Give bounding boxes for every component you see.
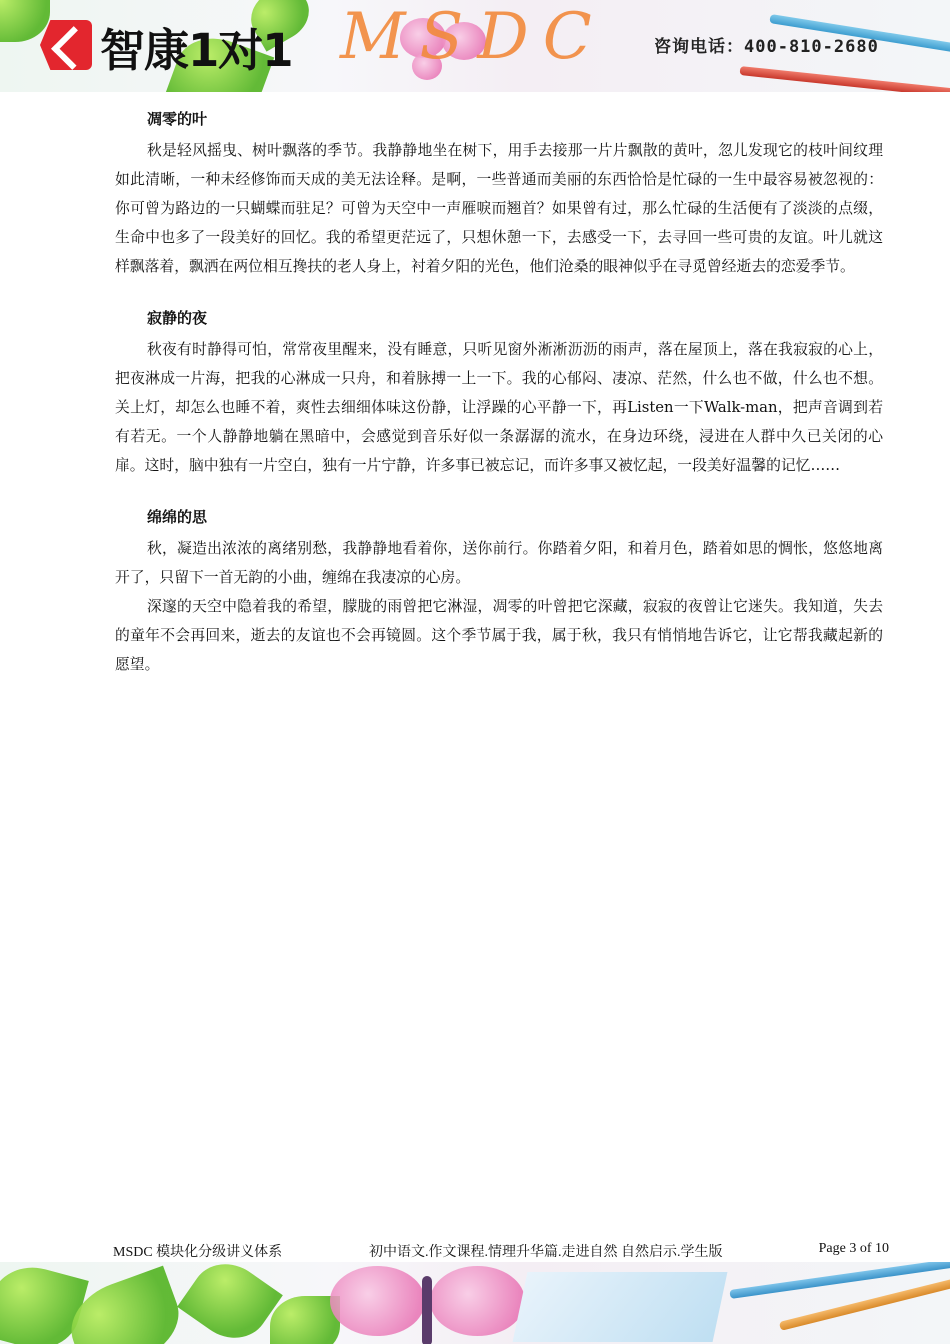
header-banner xyxy=(0,0,950,92)
hotline-text: 咨询电话：400-810-2680 xyxy=(654,37,879,57)
page-number: Page 3 of 10 xyxy=(818,1241,889,1256)
book-decoration xyxy=(513,1272,728,1342)
leaf-decoration xyxy=(0,0,50,42)
section-title: 绵绵的思 xyxy=(147,508,208,526)
paragraph: 秋，凝造出浓浓的离绪别愁，我静静地看着你，送你前行。你踏着夕阳，和着月色，踏着如思的惆怅，悠悠地离开了，只留下一首无韵的小曲，缠绵在我凄凉的心房。 xyxy=(115,540,883,586)
footer-banner xyxy=(0,1262,950,1344)
section-withered-leaf xyxy=(115,108,883,281)
msdc-watermark: MSDC xyxy=(340,0,606,74)
paragraph: 秋是轻风摇曳、树叶飘落的季节。我静静地坐在树下，用手去接那一片片飘散的黄叶，忽儿发现它的枝叶间纹理如此清晰，一种未经修饰而天成的美无法诠释。是啊，一些普通而美丽的东西恰恰是忙碌的一生中最容易被忽视的：你可曾为路边的一只蝴蝶而驻足？可曾为天空中一声雁唳而翘首？如果曾有过，那么忙碌的生活便有了淡淡的点缀，生命中也多了一段美好的回忆。我的希望更茫远了，只想休憩一下，去感受一下，去寻回一些可贵的友谊。叶儿就这样飘落着，飘洒在两位相互搀扶的老人身上，衬着夕阳的光色，他们沧桑的眼神似乎在寻觅曾经逝去的恋爱季节。 xyxy=(115,142,883,275)
article-body xyxy=(115,108,883,705)
brand-logo-icon xyxy=(40,20,92,70)
footer-series: MSDC 模块化分级讲义体系 xyxy=(113,1245,283,1260)
leaf-decoration xyxy=(177,1262,283,1344)
section-silent-night xyxy=(115,307,883,480)
paragraph: 深邃的天空中隐着我的希望，朦胧的雨曾把它淋湿，凋零的叶曾把它深藏，寂寂的夜曾让它迷失。我知道，失去的童年不会再回来，逝去的友谊也不会再镜圆。这个季节属于我，属于秋，我只有悄悄地告诉它，让它帮我藏起新的愿望。 xyxy=(115,598,883,673)
section-title: 凋零的叶 xyxy=(147,110,208,128)
brand-name: 智康1对1 xyxy=(100,24,293,77)
section-lingering-thought xyxy=(115,506,883,679)
page-footer xyxy=(113,1241,889,1261)
paragraph: 秋夜有时静得可怕，常常夜里醒来，没有睡意，只听见窗外淅淅沥沥的雨声，落在屋顶上，落在我寂寂的心上，把夜淋成一片海，把我的心淋成一只舟，和着脉搏一上一下。我的心郁闷、凄凉、茫然，什么也不做，什么也不想。关上灯，却怎么也睡不着，爽性去细细体味这份静，让浮躁的心平静一下，再Listen一下Walk-man，把声音调到若有若无。一个人静静地躺在黑暗中，会感觉到音乐好似一条潺潺的流水，在身边环绕，浸进在人群中久已关闭的心扉。这时，脑中独有一片空白，独有一片宁静，许多事已被忘记，而许多事又被忆起，一段美好温馨的记忆…… xyxy=(115,341,883,474)
footer-course: 初中语文.作文课程.情理升华篇.走进自然 自然启示.学生版 xyxy=(369,1245,723,1260)
butterfly-icon xyxy=(330,1266,530,1344)
pencil-decoration xyxy=(740,66,950,92)
section-title: 寂静的夜 xyxy=(147,309,208,327)
